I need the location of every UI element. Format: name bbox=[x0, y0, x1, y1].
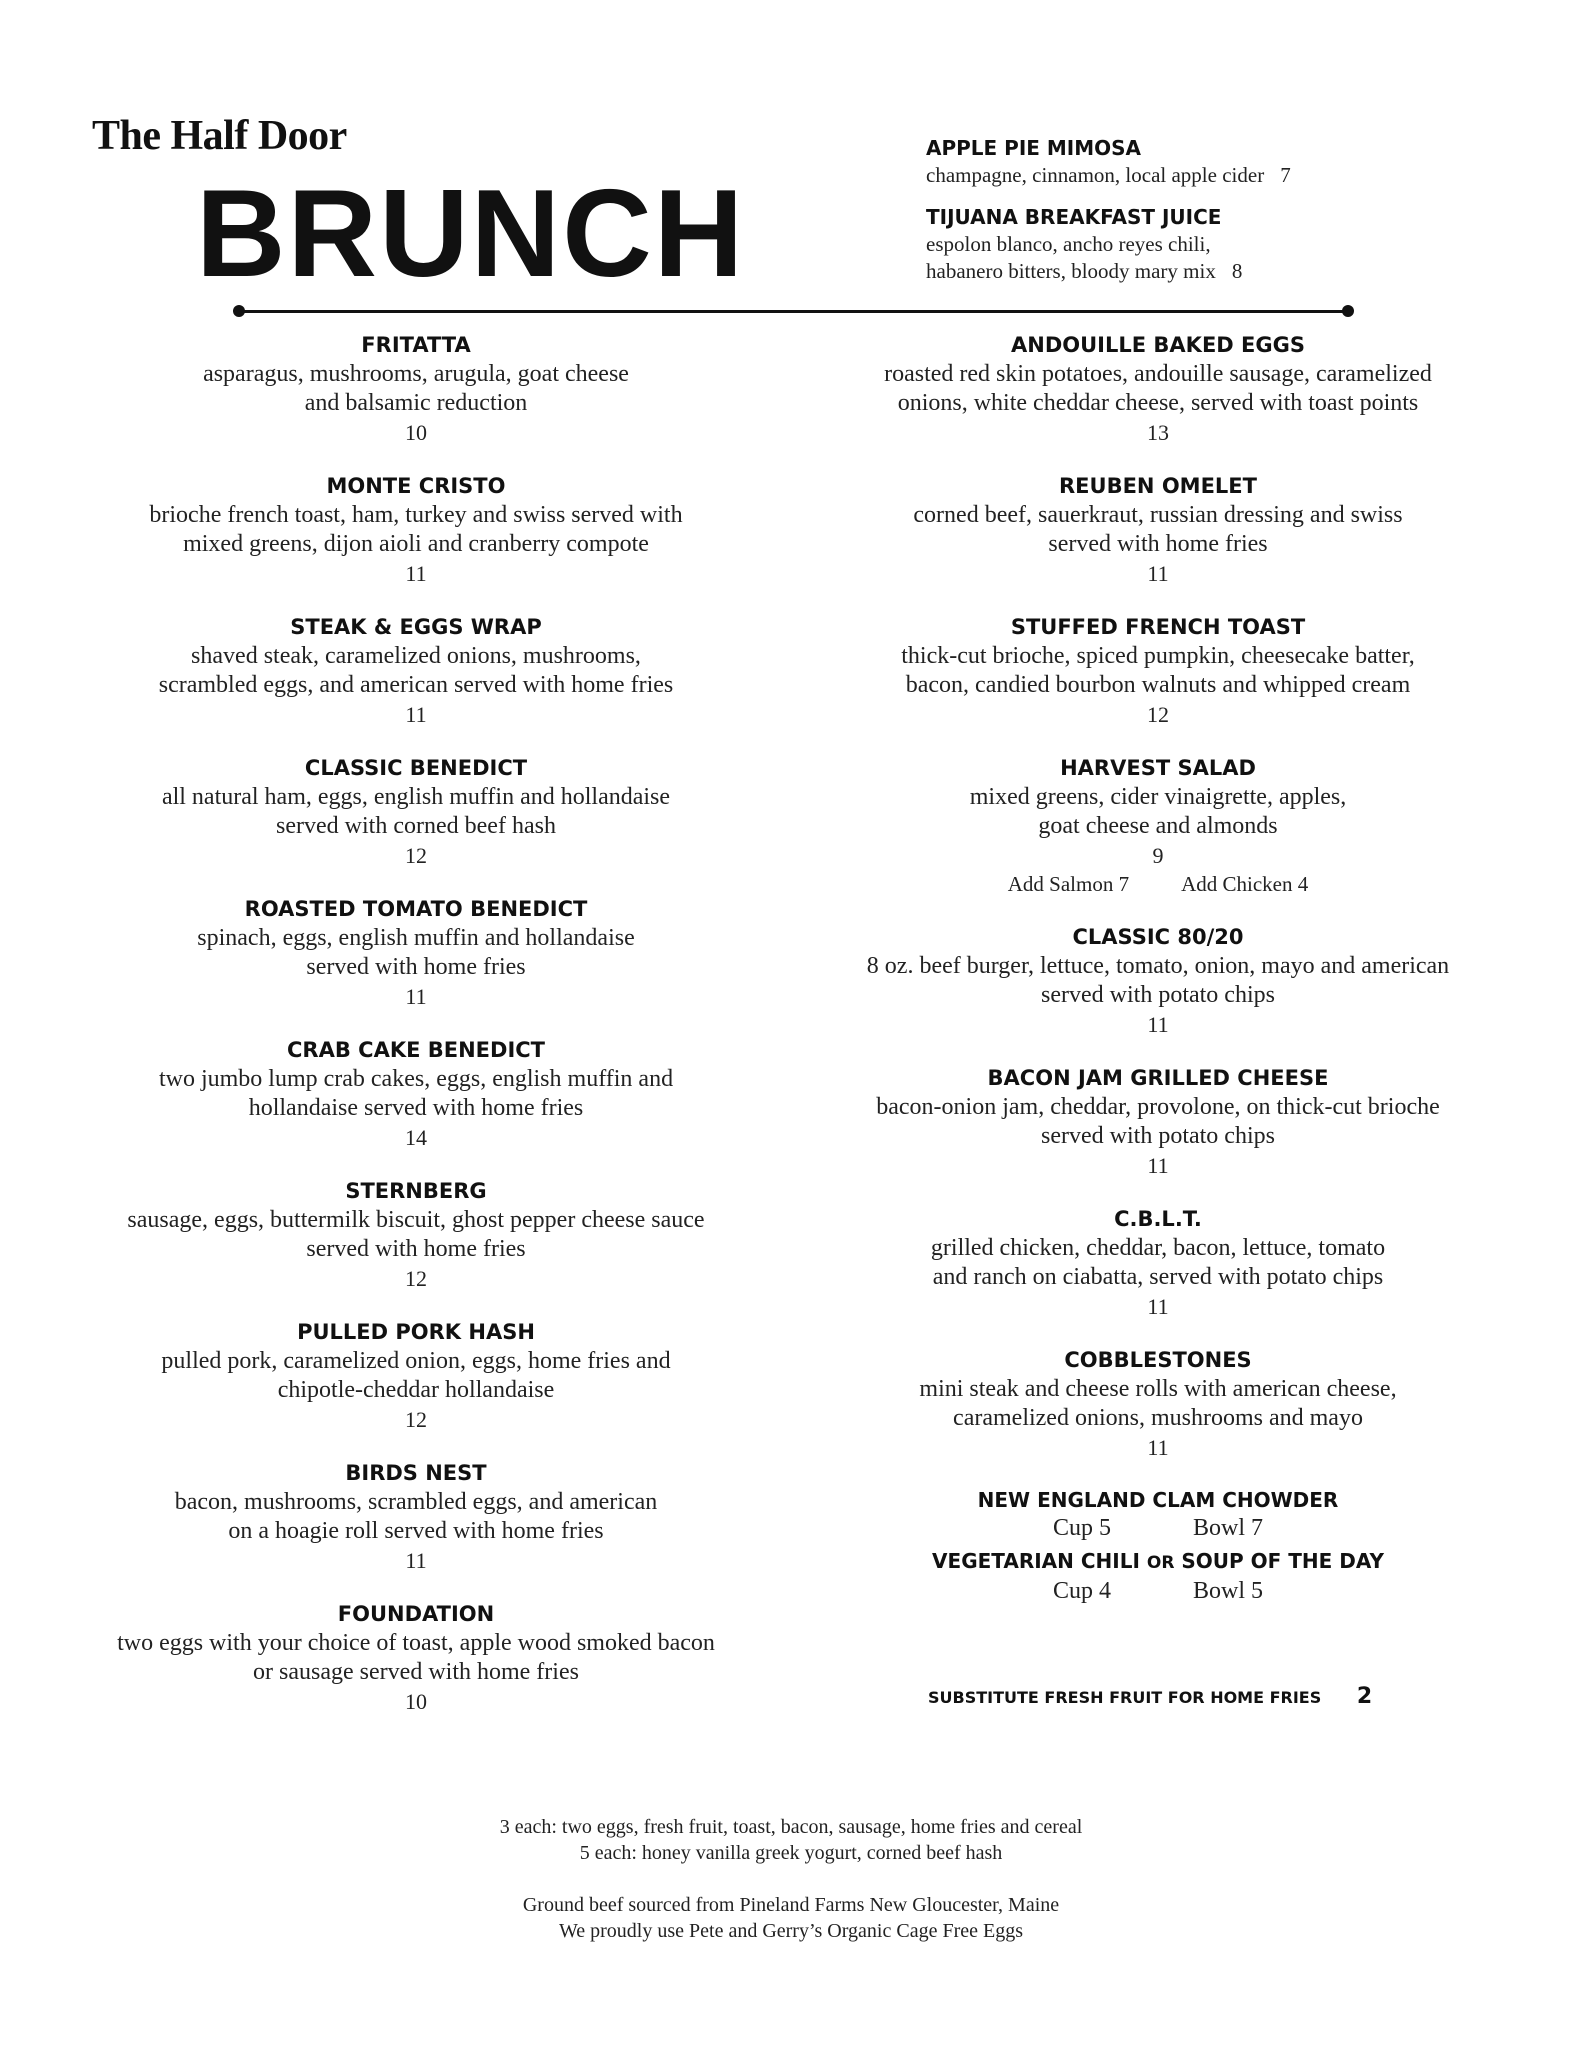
menu-item-price: 13 bbox=[1147, 420, 1169, 445]
substitute-price: 2 bbox=[1356, 1684, 1373, 1709]
menu-item-price: 14 bbox=[405, 1125, 427, 1150]
menu-item-desc-line: thick-cut brioche, spiced pumpkin, cheesecake batter, bbox=[901, 643, 1415, 669]
menu-item bbox=[86, 1599, 746, 1716]
menu-item bbox=[838, 1063, 1478, 1180]
menu-item-desc-line: asparagus, mushrooms, arugula, goat cheese bbox=[203, 361, 629, 387]
menu-item-desc-line: roasted red skin potatoes, andouille sausage, caramelized bbox=[884, 361, 1432, 387]
drink-price: 7 bbox=[1280, 163, 1291, 187]
drink-desc-line: espolon blanco, ancho reyes chili, bbox=[926, 232, 1211, 256]
menu-item-desc-line: bacon, candied bourbon walnuts and whipped cream bbox=[905, 672, 1411, 698]
divider-dot-left bbox=[233, 305, 245, 317]
menu-item-price: 12 bbox=[1147, 702, 1169, 727]
menu-item-price: 11 bbox=[405, 1548, 427, 1573]
menu-item-desc-line: bacon-onion jam, cheddar, provolone, on thick-cut brioche bbox=[876, 1094, 1440, 1120]
menu-item-desc-line: spinach, eggs, english muffin and hollandaise bbox=[197, 925, 635, 951]
menu-item-price: 11 bbox=[1147, 1012, 1169, 1037]
menu-item-price: 10 bbox=[405, 420, 427, 445]
menu-item-name: ROASTED TOMATO BENEDICT bbox=[244, 897, 588, 921]
footer-note: Ground beef sourced from Pineland Farms New Gloucester, Maine bbox=[522, 1894, 1060, 1916]
menu-item bbox=[86, 753, 746, 870]
footer-note: We proudly use Pete and Gerry’s Organic Cage Free Eggs bbox=[558, 1920, 1023, 1942]
divider-dot-right bbox=[1342, 305, 1354, 317]
drink-description bbox=[926, 231, 1446, 285]
menu-item bbox=[838, 922, 1478, 1039]
menu-item-desc-line: mini steak and cheese rolls with american cheese, bbox=[919, 1376, 1397, 1402]
menu-item-desc-line: or sausage served with home fries bbox=[253, 1659, 579, 1685]
menu-item-description bbox=[86, 783, 746, 841]
substitute-note bbox=[928, 1684, 1372, 1709]
menu-item-desc-line: chipotle-cheddar hollandaise bbox=[277, 1377, 555, 1403]
menu-item-desc-line: 8 oz. beef burger, lettuce, tomato, onion, mayo and american bbox=[866, 953, 1450, 979]
menu-item-description bbox=[86, 1206, 746, 1264]
restaurant-logo: The Half Door bbox=[92, 113, 347, 159]
footer bbox=[0, 1814, 1582, 1944]
menu-item bbox=[86, 1458, 746, 1575]
menu-item-name: ANDOUILLE BAKED EGGS bbox=[1011, 333, 1305, 357]
menu-item-name: CLASSIC BENEDICT bbox=[304, 756, 528, 780]
soup-bowl-price: Bowl 7 bbox=[1193, 1515, 1264, 1541]
menu-item-name: STUFFED FRENCH TOAST bbox=[1010, 615, 1306, 639]
menu-item-price: 12 bbox=[405, 1407, 427, 1432]
menu-item-name: PULLED PORK HASH bbox=[297, 1320, 535, 1344]
menu-column-right bbox=[838, 330, 1478, 1610]
menu-item-description bbox=[86, 1347, 746, 1405]
soup-name-a: VEGETARIAN CHILI bbox=[932, 1549, 1140, 1573]
menu-item-desc-line: scrambled eggs, and american served with home fries bbox=[158, 672, 674, 698]
drinks-section bbox=[926, 134, 1446, 299]
menu-item-name: FRITATTA bbox=[361, 333, 471, 357]
menu-item-addon: Add Salmon 7 bbox=[1007, 872, 1130, 896]
menu-item-name: STEAK & EGGS WRAP bbox=[290, 615, 542, 639]
menu-item bbox=[86, 894, 746, 1011]
menu-item-description bbox=[838, 360, 1478, 418]
drink-item bbox=[926, 134, 1446, 189]
menu-item-price: 10 bbox=[405, 1689, 427, 1714]
menu-item-price: 12 bbox=[405, 1266, 427, 1291]
menu-item-description bbox=[838, 642, 1478, 700]
section-divider bbox=[238, 310, 1348, 313]
drink-price: 8 bbox=[1231, 259, 1243, 283]
drink-description bbox=[926, 162, 1446, 189]
menu-item-price: 11 bbox=[405, 561, 427, 586]
menu-item-description bbox=[838, 1375, 1478, 1433]
menu-item-desc-line: hollandaise served with home fries bbox=[248, 1095, 584, 1121]
menu-item-description bbox=[86, 1629, 746, 1687]
menu-item-price: 11 bbox=[1147, 1435, 1169, 1460]
footer-sides-line: 5 each: honey vanilla greek yogurt, corned beef hash bbox=[579, 1842, 1003, 1864]
menu-item-desc-line: caramelized onions, mushrooms and mayo bbox=[953, 1405, 1363, 1431]
soup-or: OR bbox=[1146, 1553, 1175, 1573]
menu-item-name: COBBLESTONES bbox=[1064, 1348, 1252, 1372]
menu-item bbox=[86, 1317, 746, 1434]
drink-name: APPLE PIE MIMOSA bbox=[926, 136, 1142, 160]
substitute-label: SUBSTITUTE FRESH FRUIT FOR HOME FRIES bbox=[928, 1688, 1322, 1707]
menu-item-price: 9 bbox=[1152, 843, 1164, 868]
menu-item-price: 11 bbox=[1147, 1294, 1169, 1319]
menu-item-price: 11 bbox=[405, 702, 427, 727]
menu-item-name: MONTE CRISTO bbox=[326, 474, 506, 498]
menu-item-name: HARVEST SALAD bbox=[1060, 756, 1256, 780]
menu-item-desc-line: shaved steak, caramelized onions, mushrooms, bbox=[191, 643, 641, 669]
menu-item bbox=[838, 1204, 1478, 1321]
menu-item bbox=[86, 471, 746, 588]
menu-item-price: 11 bbox=[1147, 561, 1169, 586]
menu-item-price: 11 bbox=[405, 984, 427, 1009]
soup-sizes bbox=[838, 1514, 1478, 1543]
menu-item-description bbox=[86, 1488, 746, 1546]
menu-item-description bbox=[838, 952, 1478, 1010]
menu-item-desc-line: goat cheese and almonds bbox=[1038, 813, 1278, 839]
soups-section bbox=[838, 1486, 1478, 1606]
menu-item bbox=[838, 330, 1478, 447]
drink-item bbox=[926, 203, 1446, 285]
soup-bowl-price: Bowl 5 bbox=[1193, 1578, 1264, 1604]
menu-item bbox=[86, 612, 746, 729]
menu-item-price: 11 bbox=[1147, 1153, 1169, 1178]
menu-item-name: C.B.L.T. bbox=[1114, 1207, 1202, 1231]
footer-sides-line: 3 each: two eggs, fresh fruit, toast, bacon, sausage, home fries and cereal bbox=[499, 1816, 1083, 1838]
menu-item-desc-line: brioche french toast, ham, turkey and swiss served with bbox=[149, 502, 683, 528]
drink-desc-line: champagne, cinnamon, local apple cider bbox=[926, 163, 1265, 187]
menu-item-name: FOUNDATION bbox=[337, 1602, 495, 1626]
menu-item-addons bbox=[838, 870, 1478, 898]
menu-item-desc-line: pulled pork, caramelized onion, eggs, home fries and bbox=[161, 1348, 671, 1374]
menu-item-desc-line: served with potato chips bbox=[1041, 982, 1275, 1008]
page-title: BRUNCH bbox=[196, 165, 746, 303]
menu-item-desc-line: served with potato chips bbox=[1041, 1123, 1275, 1149]
menu-item-addon: Add Chicken 4 bbox=[1181, 872, 1309, 896]
menu-item-description bbox=[838, 1093, 1478, 1151]
menu-item-description bbox=[86, 501, 746, 559]
menu-item-desc-line: grilled chicken, cheddar, bacon, lettuce, tomato bbox=[930, 1235, 1386, 1261]
menu-item-description bbox=[86, 924, 746, 982]
menu-item-desc-line: sausage, eggs, buttermilk biscuit, ghost pepper cheese sauce bbox=[127, 1207, 705, 1233]
menu-item-desc-line: bacon, mushrooms, scrambled eggs, and american bbox=[174, 1489, 658, 1515]
menu-item-desc-line: served with home fries bbox=[306, 954, 526, 980]
menu-item-description bbox=[838, 1234, 1478, 1292]
menu-item-desc-line: onions, white cheddar cheese, served with toast points bbox=[897, 390, 1419, 416]
menu-item-description bbox=[838, 501, 1478, 559]
menu-item-name: CLASSIC 80/20 bbox=[1072, 925, 1244, 949]
menu-item bbox=[86, 330, 746, 447]
menu-item bbox=[838, 753, 1478, 898]
menu-item-desc-line: corned beef, sauerkraut, russian dressing and swiss bbox=[913, 502, 1403, 528]
soup-name-b: SOUP OF THE DAY bbox=[1181, 1549, 1384, 1573]
menu-item-desc-line: two eggs with your choice of toast, apple wood smoked bacon bbox=[117, 1630, 715, 1656]
menu-item-desc-line: all natural ham, eggs, english muffin and hollandaise bbox=[161, 784, 671, 810]
soup-name bbox=[838, 1547, 1478, 1577]
menu-item-desc-line: on a hoagie roll served with home fries bbox=[228, 1518, 604, 1544]
menu-item-description bbox=[86, 1065, 746, 1123]
menu-item bbox=[86, 1035, 746, 1152]
soup-name: NEW ENGLAND CLAM CHOWDER bbox=[977, 1488, 1339, 1512]
menu-item-description bbox=[838, 783, 1478, 841]
menu-item-desc-line: two jumbo lump crab cakes, eggs, english muffin and bbox=[158, 1066, 674, 1092]
menu-item-description bbox=[86, 360, 746, 418]
menu-column-left bbox=[86, 330, 746, 1740]
menu-item bbox=[838, 471, 1478, 588]
menu-item-desc-line: and ranch on ciabatta, served with potato chips bbox=[932, 1264, 1384, 1290]
menu-item-desc-line: mixed greens, cider vinaigrette, apples, bbox=[969, 784, 1347, 810]
menu-item-name: BACON JAM GRILLED CHEESE bbox=[987, 1066, 1329, 1090]
menu-item bbox=[838, 1345, 1478, 1462]
menu-item-desc-line: served with home fries bbox=[306, 1236, 526, 1262]
menu-item-desc-line: served with home fries bbox=[1048, 531, 1268, 557]
menu-item-name: BIRDS NEST bbox=[345, 1461, 487, 1485]
menu-item-price: 12 bbox=[405, 843, 427, 868]
menu-item-name: STERNBERG bbox=[345, 1179, 487, 1203]
menu-item-description bbox=[86, 642, 746, 700]
menu-item bbox=[86, 1176, 746, 1293]
menu-item-desc-line: served with corned beef hash bbox=[276, 813, 556, 839]
menu-item bbox=[838, 612, 1478, 729]
soup-cup-price: Cup 5 bbox=[1052, 1515, 1111, 1541]
menu-item-name: CRAB CAKE BENEDICT bbox=[287, 1038, 545, 1062]
drink-desc-line: habanero bitters, bloody mary mix bbox=[926, 259, 1216, 283]
menu-item-desc-line: mixed greens, dijon aioli and cranberry compote bbox=[183, 531, 649, 557]
drink-name: TIJUANA BREAKFAST JUICE bbox=[926, 205, 1222, 229]
soup-sizes bbox=[838, 1577, 1478, 1606]
soup-cup-price: Cup 4 bbox=[1052, 1578, 1111, 1604]
menu-item-desc-line: and balsamic reduction bbox=[304, 390, 528, 416]
menu-item-name: REUBEN OMELET bbox=[1059, 474, 1257, 498]
